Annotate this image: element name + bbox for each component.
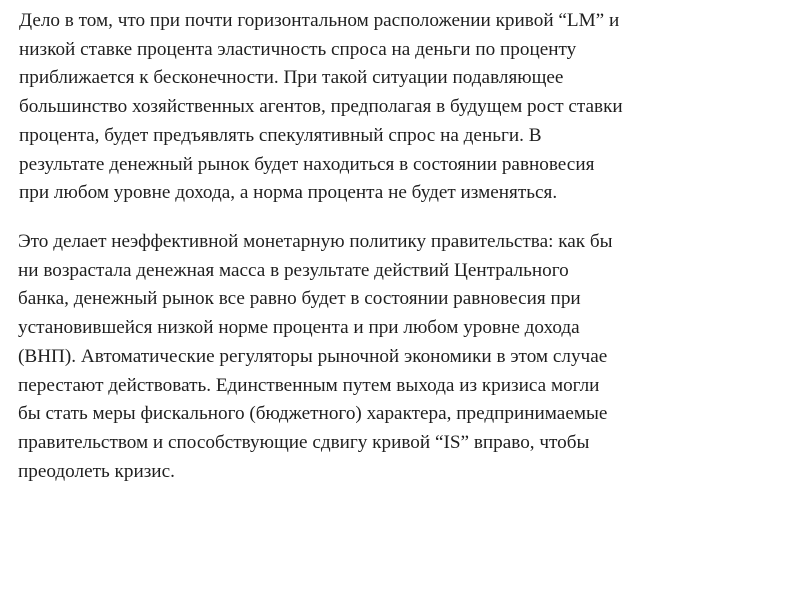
paragraph-monetary-policy [18, 228, 793, 486]
text-line: процента, будет предъявлять спекулятивный спрос на деньги. В [19, 124, 542, 146]
text-line: бы стать меры фискального (бюджетного) характера, предпринимаемые [18, 403, 608, 425]
text-line: Это делает неэффективной монетарную политику правительства: как бы [18, 231, 613, 252]
text-line: установившейся низкой норме процента и при любом уровне дохода [18, 317, 580, 339]
text-line: результате денежный рынок будет находиться в состоянии равновесия [19, 153, 595, 175]
text-line: банка, денежный рынок все равно будет в состоянии равновесия при [18, 288, 581, 310]
paragraph-liquidity-trap [19, 7, 794, 208]
text-line: (ВНП). Автоматические регуляторы рыночной экономики в этом случае [18, 345, 608, 367]
text-line: при любом уровне дохода, а норма процента не будет изменяться. [19, 182, 558, 204]
text-line: большинство хозяйственных агентов, предполагая в будущем рост ставки [19, 96, 623, 118]
text-line: приближается к бесконечности. При такой ситуации подавляющее [19, 67, 564, 89]
text-line: Дело в том, что при почти горизонтальном расположении кривой “LM” и [19, 10, 620, 31]
text-line: ни возрастала денежная масса в результате действий Центрального [18, 259, 569, 281]
text-line: преодолеть кризис. [18, 460, 175, 482]
text-line: правительством и способствующие сдвигу кривой “IS” вправо, чтобы [18, 431, 590, 453]
text-line: низкой ставке процента эластичность спроса на деньги по проценту [19, 38, 577, 60]
text-line: перестают действовать. Единственным путем выхода из кризиса могли [18, 374, 600, 396]
